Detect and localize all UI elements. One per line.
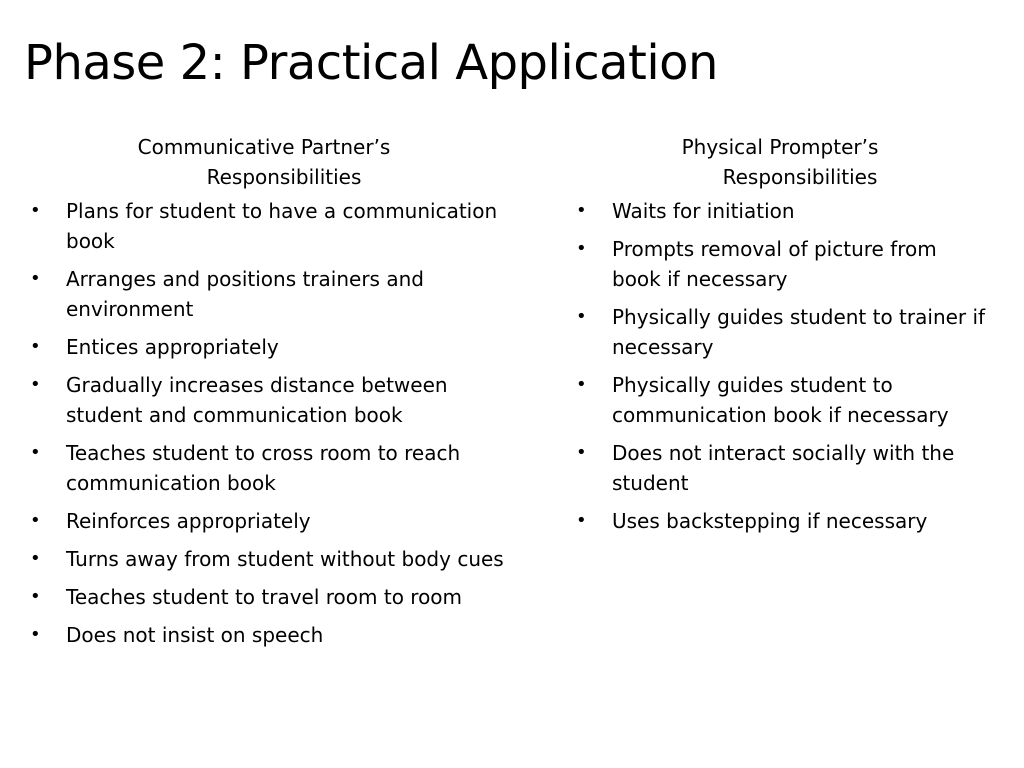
bullet-icon: • bbox=[30, 442, 41, 463]
bullet-icon: • bbox=[576, 200, 587, 221]
list-item bbox=[24, 544, 504, 574]
list-item-text: Does not interact socially with the student bbox=[612, 441, 955, 495]
bullet-icon: • bbox=[30, 510, 41, 531]
list-item bbox=[24, 506, 504, 536]
list-item bbox=[24, 582, 504, 612]
list-item-text: Uses backstepping if necessary bbox=[612, 509, 928, 533]
list-item-text: Teaches student to cross room to reach communication book bbox=[66, 441, 461, 495]
list-item-text: Plans for student to have a communication book bbox=[66, 199, 498, 253]
list-item-text: Entices appropriately bbox=[66, 335, 279, 359]
heading-line-1: Physical Prompter’s bbox=[681, 135, 879, 159]
bullet-icon: • bbox=[30, 548, 41, 569]
list-item-text: Does not insist on speech bbox=[66, 623, 324, 647]
list-item-text: Reinforces appropriately bbox=[66, 509, 311, 533]
list-item bbox=[570, 302, 990, 362]
list-item bbox=[570, 438, 990, 498]
list-item-text: Prompts removal of picture from book if necessary bbox=[612, 237, 937, 291]
list-item-text: Teaches student to travel room to room bbox=[66, 585, 463, 609]
list-item bbox=[24, 196, 504, 256]
column-heading-physical-prompter bbox=[570, 132, 990, 192]
list-item-text: Turns away from student without body cues bbox=[66, 547, 504, 571]
bullet-icon: • bbox=[30, 200, 41, 221]
slide-title: Phase 2: Practical Application bbox=[24, 35, 718, 91]
bullet-icon: • bbox=[30, 374, 41, 395]
bullet-icon: • bbox=[30, 268, 41, 289]
heading-line-2: Responsibilities bbox=[206, 165, 362, 189]
list-item-text: Physically guides student to trainer if necessary bbox=[612, 305, 986, 359]
list-item bbox=[24, 438, 504, 498]
physical-prompter-list bbox=[570, 196, 990, 536]
list-item bbox=[24, 620, 504, 650]
list-item bbox=[24, 332, 504, 362]
list-item bbox=[24, 370, 504, 430]
list-item-text: Waits for initiation bbox=[612, 199, 795, 223]
bullet-icon: • bbox=[30, 624, 41, 645]
heading-line-1: Communicative Partner’s bbox=[137, 135, 391, 159]
list-item bbox=[24, 264, 504, 324]
list-item bbox=[570, 196, 990, 226]
bullet-icon: • bbox=[576, 238, 587, 259]
bullet-icon: • bbox=[576, 510, 587, 531]
column-heading-communicative-partner bbox=[24, 132, 504, 192]
bullet-icon: • bbox=[30, 586, 41, 607]
bullet-icon: • bbox=[30, 336, 41, 357]
bullet-icon: • bbox=[576, 442, 587, 463]
bullet-icon: • bbox=[576, 306, 587, 327]
communicative-partner-list bbox=[24, 196, 504, 650]
list-item bbox=[570, 234, 990, 294]
list-item-text: Arranges and positions trainers and environment bbox=[66, 267, 424, 321]
list-item-text: Physically guides student to communication book if necessary bbox=[612, 373, 949, 427]
physical-prompter-column bbox=[570, 132, 990, 544]
bullet-icon: • bbox=[576, 374, 587, 395]
heading-line-2: Responsibilities bbox=[722, 165, 878, 189]
list-item-text: Gradually increases distance between student and communication book bbox=[66, 373, 448, 427]
list-item bbox=[570, 370, 990, 430]
communicative-partner-column bbox=[24, 132, 504, 658]
list-item bbox=[570, 506, 990, 536]
